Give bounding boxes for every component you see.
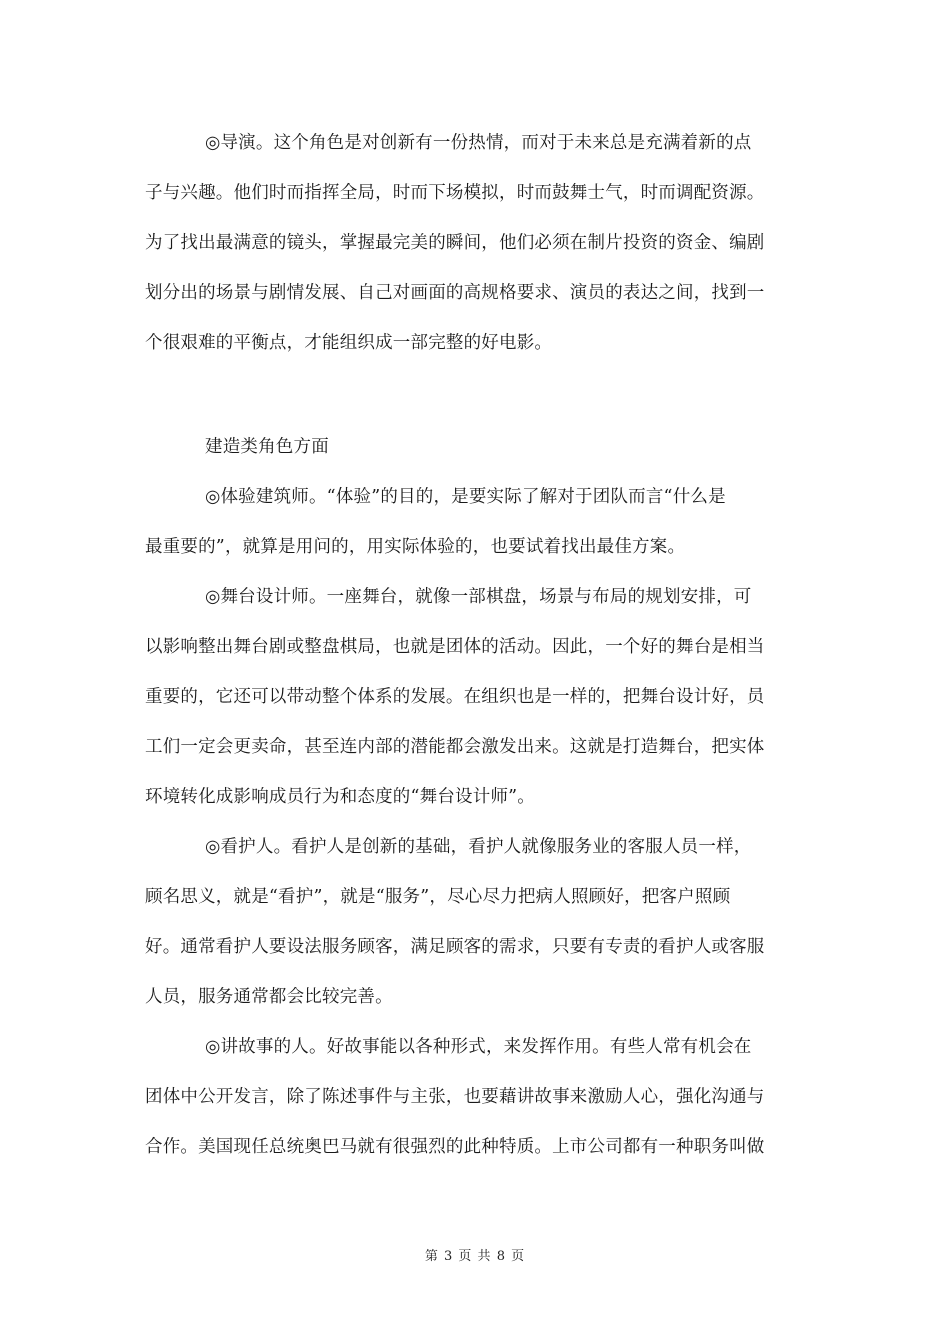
- text-line: 为了找出最满意的镜头，掌握最完美的瞬间，他们必须在制片投资的资金、编剧: [145, 233, 765, 253]
- page-footer: 第 3 页 共 8 页: [424, 1249, 526, 1264]
- text-line: ◎舞台设计师。一座舞台，就像一部棋盘，场景与布局的规划安排，可: [205, 587, 752, 607]
- paragraph-set-designer: [145, 572, 805, 822]
- text-line: 划分出的场景与剧情发展、自己对画面的高规格要求、演员的表达之间，找到一: [145, 283, 765, 303]
- paragraph-storyteller: [145, 1022, 805, 1172]
- text-line: 个很艰难的平衡点，才能组织成一部完整的好电影。: [145, 333, 553, 353]
- text-line: 工们一定会更卖命，甚至连内部的潜能都会激发出来。这就是打造舞台，把实体: [145, 737, 765, 757]
- text-line: ◎导演。这个角色是对创新有一份热情，而对于未来总是充满着新的点: [205, 133, 752, 153]
- paragraph-director: [145, 118, 805, 368]
- paragraph-caregiver: [145, 822, 805, 1022]
- text-line: 重要的，它还可以带动整个体系的发展。在组织也是一样的，把舞台设计好，员: [145, 687, 765, 707]
- text-line: 团体中公开发言，除了陈述事件与主张，也要藉讲故事来激励人心，强化沟通与: [145, 1087, 765, 1107]
- paragraph-experience-architect: [145, 472, 805, 572]
- text-line: 人员，服务通常都会比较完善。: [145, 987, 393, 1007]
- text-line: 好。通常看护人要设法服务顾客，满足顾客的需求，只要有专责的看护人或客服: [145, 937, 765, 957]
- text-line: 子与兴趣。他们时而指挥全局，时而下场模拟，时而鼓舞士气，时而调配资源。: [145, 183, 765, 203]
- paragraph-gap: [145, 368, 805, 422]
- text-line: 顾名思义，就是“看护”，就是“服务”，尽心尽力把病人照顾好，把客户照顾: [145, 887, 731, 907]
- text-line: ◎看护人。看护人是创新的基础，看护人就像服务业的客服人员一样，: [205, 837, 752, 857]
- text-line: 最重要的”，就算是用问的，用实际体验的，也要试着找出最佳方案。: [145, 537, 686, 557]
- text-line: 环境转化成影响成员行为和态度的“舞台设计师”。: [145, 787, 535, 807]
- section-heading: 建造类角色方面: [205, 437, 329, 457]
- text-line: ◎体验建筑师。“体验”的目的，是要实际了解对于团队而言“什么是: [205, 487, 726, 507]
- text-line: 合作。美国现任总统奥巴马就有很强烈的此种特质。上市公司都有一种职务叫做: [145, 1137, 765, 1157]
- text-line: ◎讲故事的人。好故事能以各种形式，来发挥作用。有些人常有机会在: [205, 1037, 752, 1057]
- text-line: 以影响整出舞台剧或整盘棋局，也就是团体的活动。因此，一个好的舞台是相当: [145, 637, 765, 657]
- body-text: [145, 118, 805, 1172]
